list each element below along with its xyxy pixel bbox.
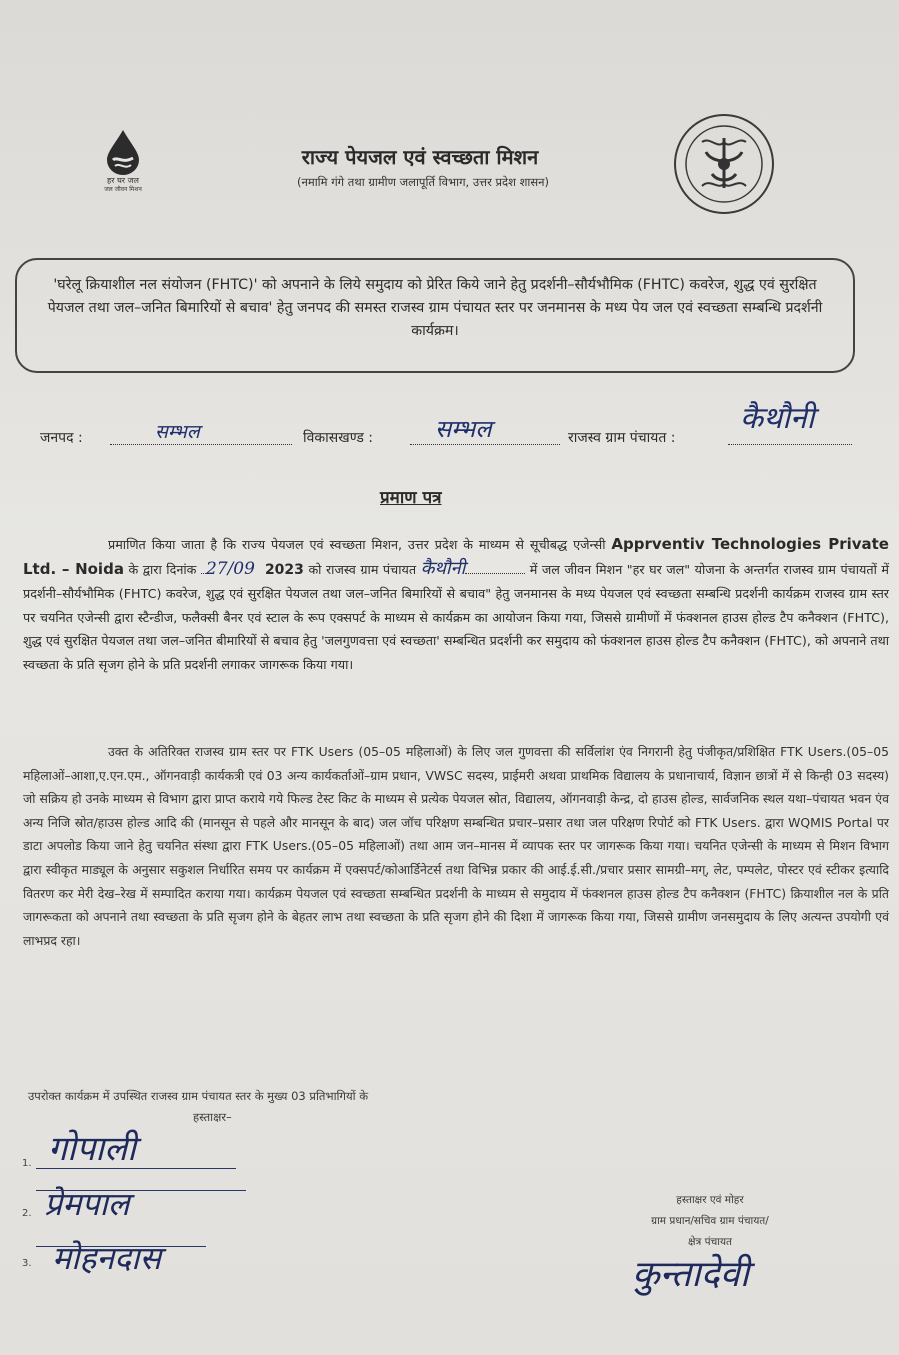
gram-panchayat-line [728, 438, 852, 445]
participants-note-line1: उपरोक्त कार्यक्रम में उपस्थित राजस्व ग्राम पंचायत स्तर के मुख्य 03 प्रतिभागियों के [28, 1089, 369, 1103]
gram-panchayat-handwritten: कैथौनी [420, 557, 466, 579]
mission-title: राज्य पेयजल एवं स्वच्छता मिशन [301, 145, 539, 169]
signatory-1-number: 1. [22, 1158, 32, 1169]
para1-body: में जल जीवन मिशन "हर घर जल" योजना के अन्तर्गत राजस्व ग्राम पंचायतों में प्रदर्शनी–सौर्यभौमिक (FHTC) कवरेज, शुद्ध एवं सुरक्षित पेयजल तथा जल–जनित बिमारियों से बचाव" हेतु जनमानस के मध्य पेयजल एवं स्वच्छता सम्बन्धि प्रदर्शनी कार्यक्रम राजस्व ग्राम स्तर पर चयनित एजेन्सी द्वारा स्टैन्डीज, फलैक्सी बैनर एवं स्टाल के रूप एक्सपर्ट के माध्यम से कार्यक्रम का आयोजन किया गया, जिससे ग्रामीणों में फंक्शनल हाउस होल्ड टैप कनैक्शन (FHTC), शुद्ध एवं सुरक्षित पेयजल तथा जल–जनित बीमारियों से बचाव हेतु 'जलगुणवत्ता एवं स्वच्छता' सम्बन्धित प्रदर्शनी कर समुदाय को फंक्शनल हाउस होल्ड टैप कनैक्शन (FHTC), को अपनाने तथा स्वच्छता के प्रति सृजग होने के प्रति प्रदर्शनी लगाकर जागरूक किया गया। [23, 561, 889, 672]
para1-intro: प्रमाणित किया जाता है कि राज्य पेयजल एवं स्वच्छता मिशन, उत्तर प्रदेश के माध्यम से सूचीबद्ध एजेन्सी [108, 537, 606, 552]
certificate-paragraph-2 [23, 740, 889, 952]
district-value: सम्भल [155, 421, 200, 443]
department-subtitle: (नमामि गंगे तथा ग्रामीण जलापूर्ति विभाग, उत्तर प्रदेश शासन) [296, 175, 550, 189]
gram-panchayat-label: राजस्व ग्राम पंचायत : [568, 430, 676, 446]
logo-tagline: हर घर जल [107, 176, 139, 185]
signatory-3-signature: मोहनदास [52, 1239, 162, 1277]
signatory-3-line [36, 1246, 206, 1247]
kshetra-panchayat-label: क्षेत्र पंचायत [687, 1236, 733, 1248]
certificate-paragraph-1 [23, 533, 889, 677]
pradhan-designation: ग्राम प्रधान/सचिव ग्राम पंचायत/ [651, 1215, 769, 1227]
sign-and-seal-label: हस्ताक्षर एवं मोहर [676, 1194, 744, 1206]
pradhan-signature: कुन्तादेवी [632, 1254, 750, 1295]
district-label: जनपद : [40, 430, 83, 446]
signatory-2-number: 2. [22, 1208, 32, 1219]
participants-note [28, 1086, 588, 1128]
program-title-box [15, 258, 855, 373]
program-date-handwritten: 27/09 [205, 558, 255, 579]
block-value: सम्भल [435, 415, 492, 443]
signatory-1-line [36, 1168, 236, 1169]
location-fields [40, 401, 860, 450]
para1-date-prefix: के द्वारा दिनांक [128, 561, 197, 577]
program-date-year: 2023 [264, 561, 304, 578]
certificate-heading: प्रमाण पत्र [380, 488, 442, 508]
water-drop-icon [101, 128, 145, 176]
har-ghar-jal-logo [78, 128, 168, 218]
up-government-seal-icon [672, 112, 776, 216]
block-label: विकासखण्ड : [303, 430, 374, 446]
signatory-1-signature: गोपाली [48, 1129, 136, 1169]
program-title-text: 'घरेलू क्रियाशील नल संयोजन (FHTC)' को अपनाने के लिये समुदाय को प्रेरित किये जाने हेतु प्रदर्शनी–सौर्यभौमिक (FHTC) कवरेज, शुद्ध एवं सुरक्षित पेयजल तथा जल–जनित बिमारियों से बचाव' हेतु जनपद की समस्त राजस्व ग्राम पंचायत स्तर पर जनमानस के मध्य पेय जल एवं स्वच्छता सम्बन्धि प्रदर्शनी कार्यक्रम। [47, 277, 823, 339]
gram-panchayat-value: कैथौनी [740, 401, 815, 436]
para1-date-suffix: को राजस्व ग्राम पंचायत [308, 561, 417, 577]
signatory-3-number: 3. [22, 1258, 32, 1269]
para2-text: उक्त के अतिरिक्त राजस्व ग्राम स्तर पर FTK Users (05–05 महिलाओं) के लिए जल गुणवत्ता की सर्विलांश एंव निगरानी हेतु पंजीकृत/प्रशिक्षित FTK Users.(05–05 महिलाओं–आशा,ए.एन.एम., ऑगनवाड़ी कार्यकत्री एवं 03 अन्य कार्यकर्ताओं–ग्राम प्रधान, VWSC सदस्य, प्राईमरी अथवा प्राथमिक विद्यालय के प्रधानाचार्य, विज्ञान छात्रों में से किन्ही 03 सदस्य) जो सक्रिय हो उनके माध्यम से विभाग द्वारा प्राप्त कराये गये फिल्ड टेस्ट किट के माध्यम से प्रत्येक पेयजल स्रोत, विद्यालय, ऑगनवाड़ी केन्द्र, दो हाउस होल्ड, सार्वजनिक स्थल यथा–पंचायत भवन एंव अन्य निजि स्रोत/हाउस होल्ड आदि की (मानसून से पहले और मानसून के बाद) जल जॉच परिक्षण सम्बन्धित प्रचार–प्रसार तथा जल परिक्षण रिपोर्ट को FTK Users. द्वारा WQMIS Portal पर डाटा अपलोड किया जाने हेतु चयनित संस्था द्वारा FTK Users.(05–05 महिलाओं) तथा आम जन–मानस में व्यापक स्तर पर जागरूक किया गया। चयनित एजेन्सी के माध्यम से मिशन विभाग द्वारा स्वीकृत माड्यूल के अनुसार सकुशल निर्धारित समय पर कार्यक्रम में एक्सपर्ट/कोआर्डिनेटर्स तथा विभिन्न प्रकार की आई.ई.सी./प्रचार प्रसार सामग्री–मग्, लेट, पम्पलेट, पोस्टर एवं स्टीकर इत्यादि वितरण कर मेरी देख–रेख में सम्पादित कराया गया। कार्यक्रम पेयजल एवं स्वच्छता सम्बन्धित प्रदर्शनी के माध्यम से समुदाय में फंक्शनल हाउस होल्ड टैप कनैक्शन (FHTC) क्रियाशील नल के प्रति जागरूकता को अपनाने तथा स्वच्छता के प्रति सृजग होने के बेहतर लाभ तथा स्वच्छता के प्रति सृजग होने की दिशा में जागरूक किया गया, जिससे ग्रामीण जनसमुदाय के लिए अत्यन्त उपयोगी एवं लाभप्रद रहा। [23, 744, 889, 948]
pradhan-sign-block [590, 1190, 830, 1253]
agency-name: Apprventiv Technologies Private Ltd. – Noida [23, 535, 889, 578]
logo-subtagline: जल जीवन मिशन [104, 186, 142, 193]
participants-note-line2: हस्ताक्षर– [193, 1110, 232, 1124]
signatory-2-line [36, 1190, 246, 1191]
district-line [110, 438, 292, 445]
signatory-2-signature: प्रेमपाल [44, 1185, 130, 1223]
